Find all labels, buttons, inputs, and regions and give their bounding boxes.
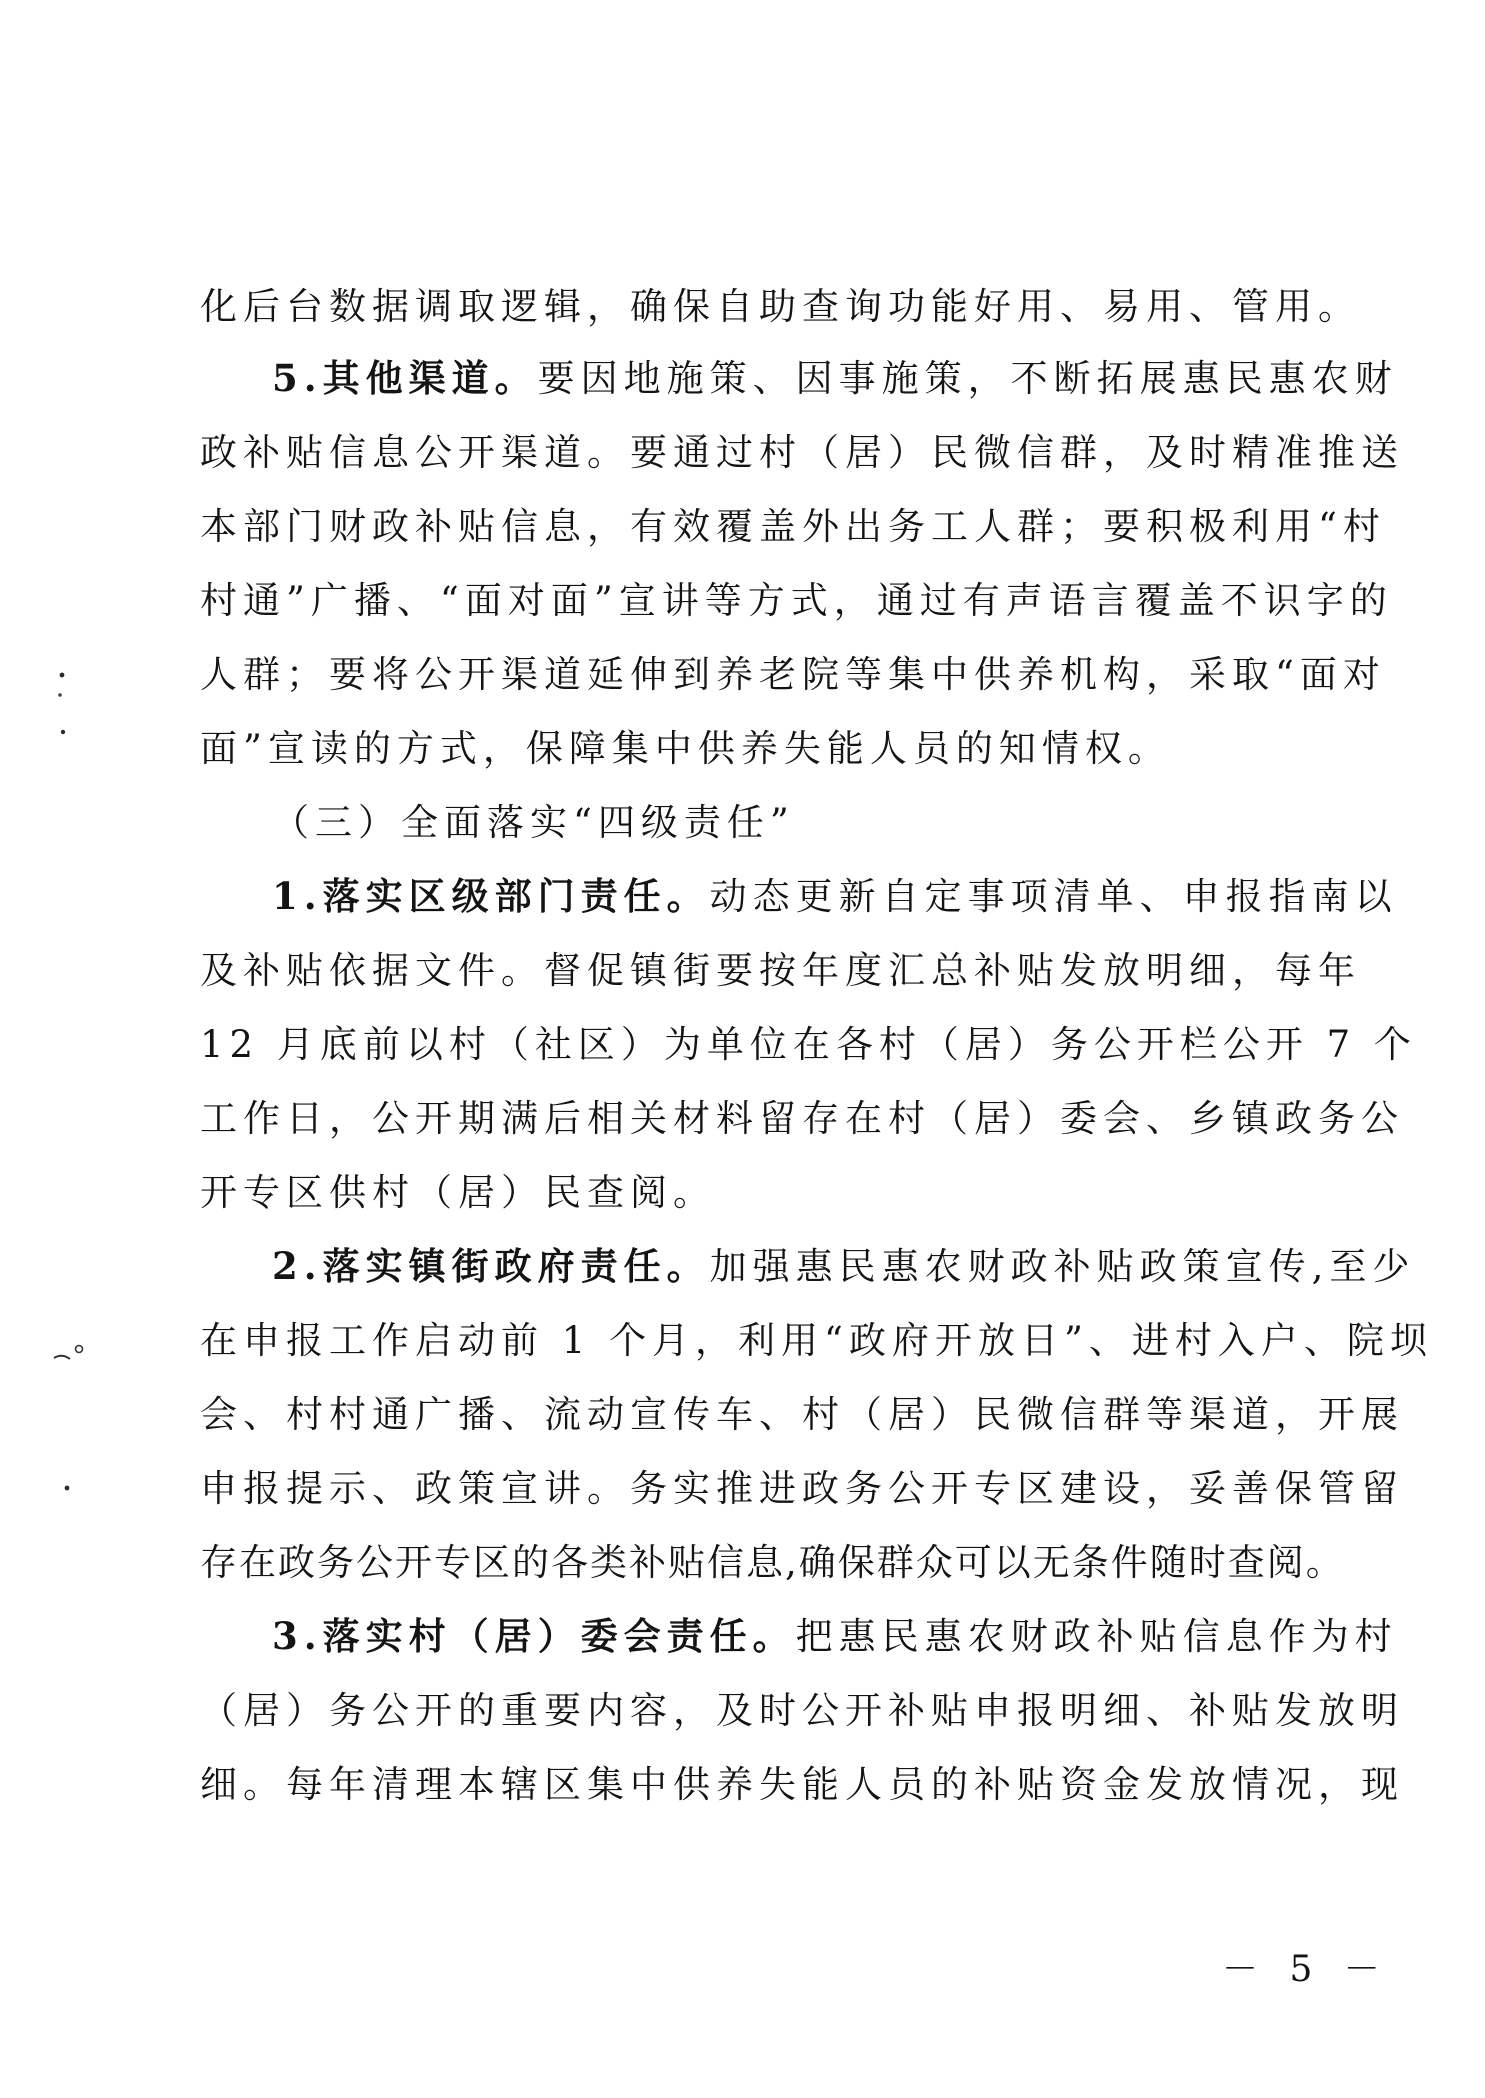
text-line-2	[272, 354, 1398, 403]
line-text: 化后台数据调取逻辑，确保自助查询功能好用、易用、管用。	[200, 285, 1361, 328]
text-line-14	[272, 1242, 1416, 1291]
line-text: 申报提示、政策宣讲。务实推进政务公开专区建设，妥善保管留	[200, 1467, 1404, 1510]
text-line-3	[200, 428, 1404, 477]
text-line-16	[200, 1390, 1404, 1439]
text-line-4	[200, 502, 1386, 551]
text-line-9	[272, 872, 1398, 921]
page-number: － 5 －	[1222, 1949, 1390, 1990]
line-text: 动态更新自定事项清单、申报指南以	[709, 875, 1398, 918]
line-text: 细。每年清理本辖区集中供养失能人员的补贴资金发放情况，现	[200, 1763, 1404, 1806]
line-text: 村通”广播、“面对面”宣讲等方式，通过有声语言覆盖不识字的	[200, 579, 1393, 622]
line-text: 人群；要将公开渠道延伸到养老院等集中供养机构，采取“面对	[200, 653, 1386, 696]
text-line-7	[200, 724, 1320, 773]
line-text: 及补贴依据文件。督促镇街要按年度汇总补贴发放明细，每年	[200, 949, 1361, 992]
line-text: 会、村村通广播、流动宣传车、村（居）民微信群等渠道，开展	[200, 1393, 1404, 1436]
line-text: 工作日，公开期满后相关材料留存在村（居）委会、乡镇政务公	[200, 1097, 1404, 1140]
text-line-21	[200, 1760, 1404, 1809]
text-line-10	[200, 946, 1361, 995]
line-text: （三）全面落实“四级责任”	[272, 801, 795, 844]
text-line-1	[200, 282, 1361, 331]
text-line-12	[200, 1094, 1404, 1143]
line-text: （居）务公开的重要内容，及时公开补贴申报明细、补贴发放明	[200, 1689, 1404, 1732]
text-line-5	[200, 576, 1393, 625]
line-text: 在申报工作启动前 1 个月，利用“政府开放日”、进村入户、院坝	[200, 1319, 1433, 1362]
text-line-17	[200, 1464, 1404, 1513]
line-heading: 1.落实区级部门责任。	[272, 874, 710, 918]
line-text: 把惠民惠农财政补贴信息作为村	[795, 1615, 1398, 1658]
text-line-15	[200, 1316, 1433, 1365]
line-heading: 5.其他渠道。	[272, 356, 538, 400]
section-heading	[272, 798, 1320, 847]
text-line-6	[200, 650, 1386, 699]
line-text: 要因地施策、因事施策，不断拓展惠民惠农财	[537, 357, 1398, 400]
text-line-13	[200, 1168, 1320, 1217]
text-line-19	[272, 1612, 1398, 1661]
text-line-20	[200, 1686, 1404, 1735]
line-text: 加强惠民惠农财政补贴政策宣传,至少	[709, 1245, 1416, 1288]
text-line-11	[200, 1020, 1417, 1069]
line-heading: 2.落实镇街政府责任。	[272, 1244, 710, 1288]
line-text: 本部门财政补贴信息，有效覆盖外出务工人群；要积极利用“村	[200, 505, 1386, 548]
line-text: 开专区供村（居）民查阅。	[200, 1171, 716, 1214]
text-line-18	[200, 1538, 1345, 1587]
line-text: 存在政务公开专区的各类补贴信息,确保群众可以无条件随时查阅。	[200, 1541, 1345, 1584]
scan-margin-marks	[40, 650, 100, 1550]
line-text: 政补贴信息公开渠道。要通过村（居）民微信群，及时精准推送	[200, 431, 1404, 474]
line-heading: 3.落实村（居）委会责任。	[272, 1614, 796, 1658]
line-text: 12 月底前以村（社区）为单位在各村（居）务公开栏公开 7 个	[200, 1023, 1417, 1066]
line-text: 面”宣读的方式，保障集中供养失能人员的知情权。	[200, 727, 1171, 770]
